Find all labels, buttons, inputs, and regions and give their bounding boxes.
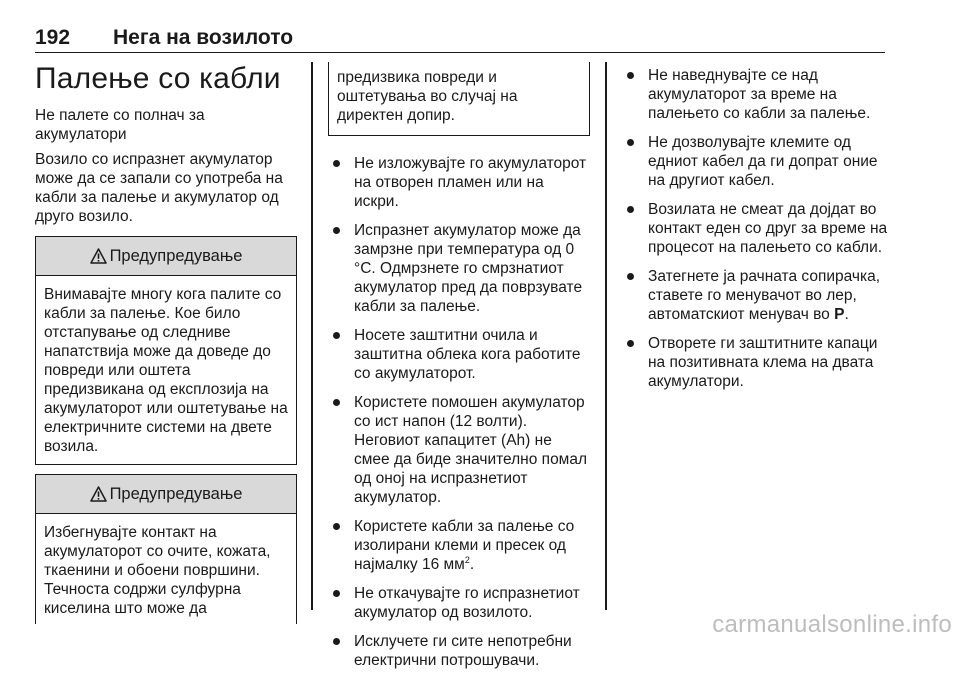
list-item: Користете помошен акумулатор со ист напон (12 волти). Неговиот капацитет (Ah) не смее да биде значително помал од оној на испразнетиот акумулатор. bbox=[328, 393, 590, 507]
page-number: 192 bbox=[35, 26, 71, 49]
list-item: Испразнет акумулатор може да замрзне при температура од 0 °C. Одмрзнете го смрзнатиот акумулатор пред да поврзувате кабли за палење. bbox=[328, 221, 590, 316]
watermark: carmanualsonline.info bbox=[712, 611, 952, 638]
warning-text: Избегнувајте контакт на акумулаторот со очите, кожата, ткаенини и обоени површини. Течноста содржи сулфурна киселина што може да bbox=[44, 524, 271, 617]
gear-position: P bbox=[834, 306, 845, 323]
list-item: Не наведнувајте се над акумулаторот за време на палењето со кабли за палење. bbox=[622, 66, 890, 123]
warning-heading: Предупредување bbox=[109, 246, 243, 265]
superscript: 2 bbox=[464, 554, 470, 565]
list-item: Возилата не смеат да дојдат во контакт еден со друг за време на процесот на палењето со кабли. bbox=[622, 200, 890, 257]
warning-box bbox=[35, 236, 297, 465]
warning-heading: Предупредување bbox=[109, 484, 243, 503]
column-3 bbox=[622, 62, 890, 401]
list-item: Не дозволувајте клемите од едниот кабел да ги допрат оние на другиот кабел. bbox=[622, 133, 890, 190]
warning-box-continued bbox=[328, 62, 590, 136]
list-item: Не изложувајте го акумулаторот на отворен пламен или на искри. bbox=[328, 154, 590, 211]
list-item-tail: . bbox=[469, 556, 475, 573]
column-divider bbox=[311, 62, 313, 610]
list-item-text: Користете кабли за палење со изолирани клеми и пресек од најмалку 16 мм bbox=[354, 518, 575, 573]
list-item bbox=[328, 517, 590, 574]
precaution-list bbox=[622, 66, 890, 391]
warning-box bbox=[35, 474, 297, 624]
warning-text: Внимавајте многу кога палите со кабли за палење. Кое било отстапување од следниве напатствија може да доведе до повреди или оштета предизвикана од експлозија на акумулаторот или оштетување на електричните системи на двете возила. bbox=[44, 286, 288, 455]
section-title: Палење со кабли bbox=[35, 62, 281, 95]
warning-triangle-icon bbox=[90, 486, 107, 502]
list-item: Носете заштитни очила и заштитна облека кога работите со акумулаторот. bbox=[328, 326, 590, 383]
list-item: Исклучете ги сите непотребни електрични потрошувачи. bbox=[328, 632, 590, 670]
list-item-tail: . bbox=[844, 306, 849, 323]
list-item bbox=[622, 267, 890, 324]
page-title: Нега на возилото bbox=[113, 26, 294, 49]
warning-header bbox=[36, 237, 296, 276]
intro-paragraph: Возило со испразнет акумулатор може да се запали со употреба на кабли за палење и акумулатор од друго возило. bbox=[35, 151, 283, 225]
list-item-text: Затегнете ја рачната сопирачка, ставете го менувачот во лер, автоматскиот менувач во bbox=[648, 268, 881, 323]
precaution-list bbox=[328, 154, 590, 670]
column-divider bbox=[605, 62, 607, 610]
column-1 bbox=[35, 62, 297, 624]
list-item: Отворете ги заштитните капаци на позитивната клема на двата акумулатори. bbox=[622, 334, 890, 391]
section-subheading: Не палете со полнач за акумулатори bbox=[35, 107, 205, 143]
warning-triangle-icon bbox=[90, 248, 107, 264]
page-header bbox=[35, 26, 885, 53]
warning-header bbox=[36, 475, 296, 514]
list-item: Не откачувајте го испразнетиот акумулатор од возилото. bbox=[328, 584, 590, 622]
warning-text-continued: предизвика повреди и оштетувања во случај на директен допир. bbox=[337, 69, 518, 124]
column-2 bbox=[328, 62, 590, 680]
